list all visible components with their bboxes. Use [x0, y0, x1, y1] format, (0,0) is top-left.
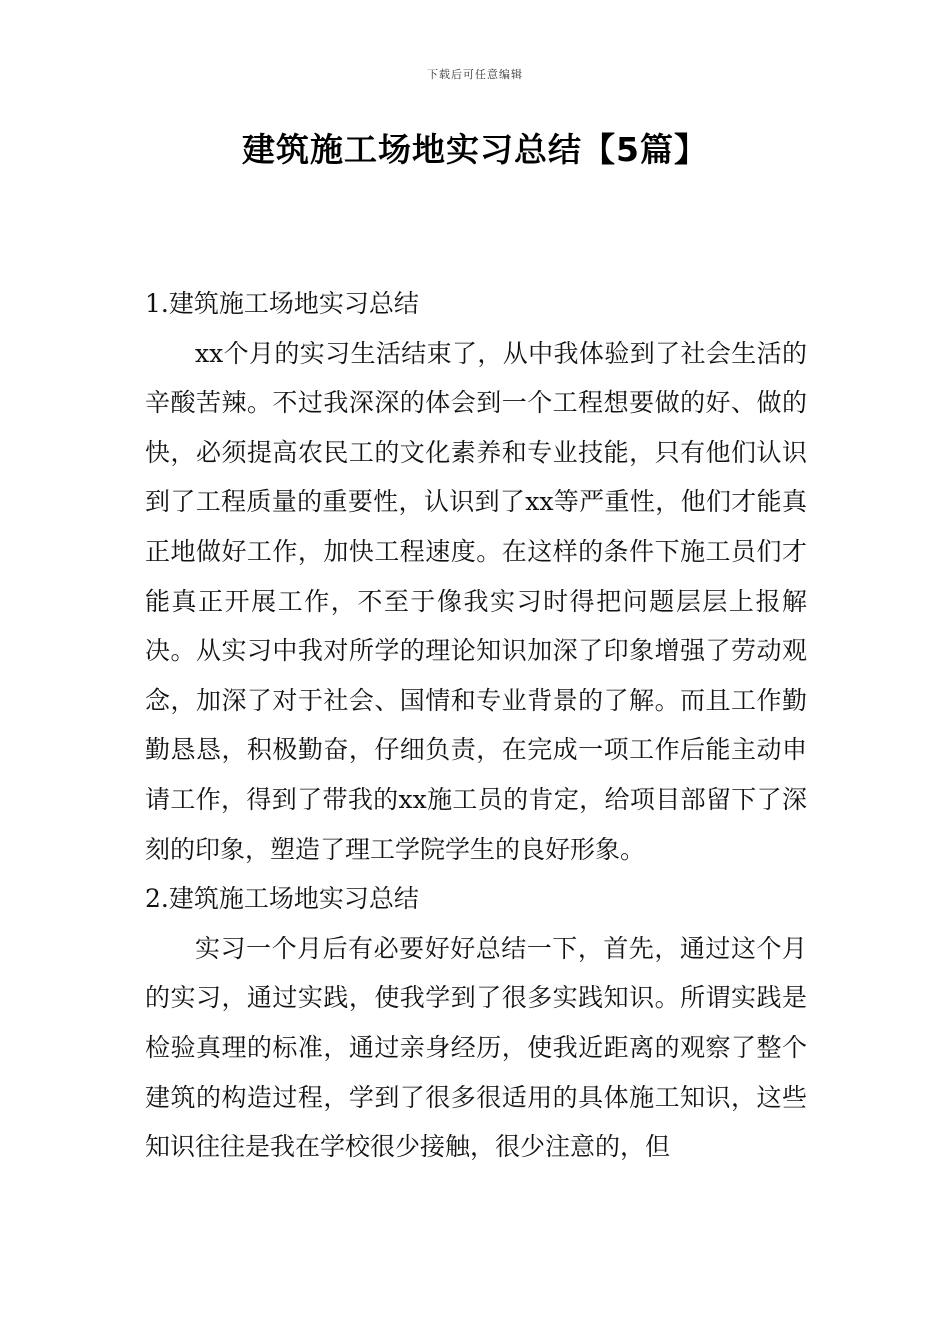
section-1-heading: 1.建筑施工场地实习总结 [145, 289, 419, 318]
section-2-heading: 2.建筑施工场地实习总结 [145, 884, 419, 914]
section-1 [145, 279, 807, 874]
document-title: 建筑施工场地实习总结【5篇】 [242, 130, 708, 169]
section-2 [145, 874, 807, 1172]
section-1-paragraph: xx个月的实习生活结束了，从中我体验到了社会生活的辛酸苦辣。不过我深深的体会到一个工程想要做的好、做的快，必须提高农民工的文化素养和专业技能，只有他们认识到了工程质量的重要性，认识到了xx等严重性，他们才能真正地做好工作，加快工程速度。在这样的条件下施工员们才能真正开展工作，不至于像我实习时得把问题层层上报解决。从实习中我对所学的理论知识加深了印象增强了劳动观念，加深了对于社会、国情和专业背景的了解。而且工作勤勤恳恳，积极勤奋，仔细负责，在完成一项工作后能主动申请工作，得到了带我的xx施工员的肯定，给项目部留下了深刻的印象，塑造了理工学院学生的良好形象。 [145, 338, 807, 864]
document-body [145, 279, 807, 1172]
section-2-paragraph: 实习一个月后有必要好好总结一下，首先，通过这个月的实习，通过实践，使我学到了很多实践知识。所谓实践是检验真理的标准，通过亲身经历，使我近距离的观察了整个建筑的构造过程，学到了很多很适用的具体施工知识，这些知识往往是我在学校很少接触，很少注意的，但 [145, 933, 807, 1162]
page-header-note: 下载后可任意编辑 [427, 68, 523, 81]
